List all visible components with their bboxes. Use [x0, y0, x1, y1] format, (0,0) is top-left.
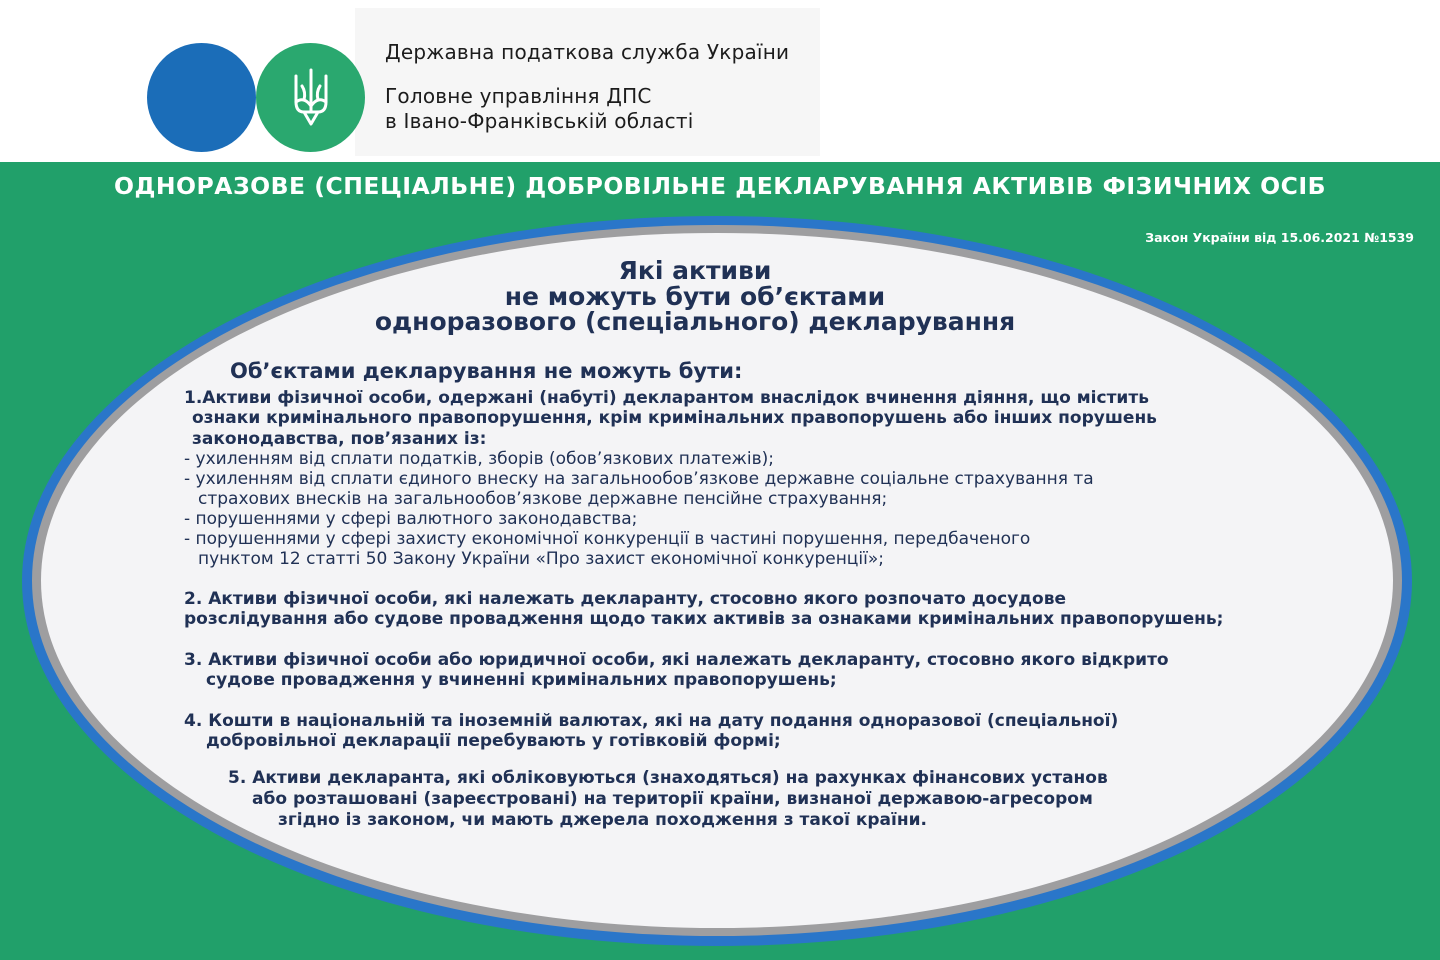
department-line: Головне управління ДПС — [385, 84, 652, 108]
item-4-line: 4. Кошти в національній та іноземній валютах, які на дату подання одноразової (спеціальної) — [184, 711, 1119, 731]
header — [0, 0, 1440, 162]
department-name — [385, 84, 693, 134]
item-1-bullet: - ухиленням від сплати єдиного внеску на загальнообов’язкове державне соціальне страхування та — [184, 469, 1094, 489]
item-3-line: судове провадження у вчиненні кримінальних правопорушень; — [206, 670, 837, 690]
item-2-line: 2. Активи фізичної особи, які належать декларанту, стосовно якого розпочато досудове — [184, 589, 1066, 609]
item-1-line: ознаки кримінального правопорушення, крім кримінальних правопорушень або інших порушень — [192, 408, 1157, 428]
item-1-bullet: - порушеннями у сфері валютного законодавства; — [184, 509, 638, 529]
content-subtitle: Об’єктами декларування не можуть бути: — [230, 359, 743, 383]
department-line: в Івано-Франківській області — [385, 109, 694, 133]
item-1-bullet: - ухиленням від сплати податків, зборів (обов’язкових платежів); — [184, 449, 774, 469]
law-reference: Закон України від 15.06.2021 №1539 — [1145, 230, 1414, 245]
item-5-line: 5. Активи декларанта, які обліковуються (знаходяться) на рахунках фінансових установ — [228, 768, 1108, 788]
org-name: Державна податкова служба України — [385, 40, 790, 64]
banner-title: ОДНОРАЗОВЕ (СПЕЦІАЛЬНЕ) ДОБРОВІЛЬНЕ ДЕКЛАРУВАННЯ АКТИВІВ ФІЗИЧНИХ ОСІБ — [113, 172, 1326, 200]
item-5-line: згідно із законом, чи мають джерела походження з такої країни. — [278, 810, 927, 830]
item-2-line: розслідування або судове провадження щодо таких активів за ознаками кримінальних правопорушень; — [184, 609, 1224, 629]
content-title-line: Які активи — [618, 256, 772, 285]
content-title-line: одноразового (спеціального) декларування — [374, 307, 1016, 336]
logo-blue-circle — [147, 43, 256, 152]
item-1-bullet: - порушеннями у сфері захисту економічної конкуренції в частині порушення, передбаченого — [184, 529, 1031, 549]
item-3-line: 3. Активи фізичної особи або юридичної особи, які належать декларанту, стосовно якого відкрито — [184, 650, 1169, 670]
trident-icon — [290, 66, 332, 130]
item-1-bullet: пунктом 12 статті 50 Закону України «Про захист економічної конкуренції»; — [198, 549, 884, 569]
item-4-line: добровільної декларації перебувають у готівковій формі; — [206, 731, 781, 751]
item-5-line: або розташовані (зареєстровані) на території країни, визнаної державою-агресором — [252, 789, 1093, 809]
item-1-bullet: страхових внесків на загальнообов’язкове державне пенсійне страхування; — [198, 489, 888, 509]
item-1-line: законодавства, пов’язаних із: — [192, 429, 487, 449]
content-title-line: не можуть бути об’єктами — [504, 281, 886, 311]
item-1-line: 1.Активи фізичної особи, одержані (набуті) декларантом внаслідок вчинення діяння, що містить — [184, 388, 1149, 408]
content-title — [0, 258, 1390, 335]
